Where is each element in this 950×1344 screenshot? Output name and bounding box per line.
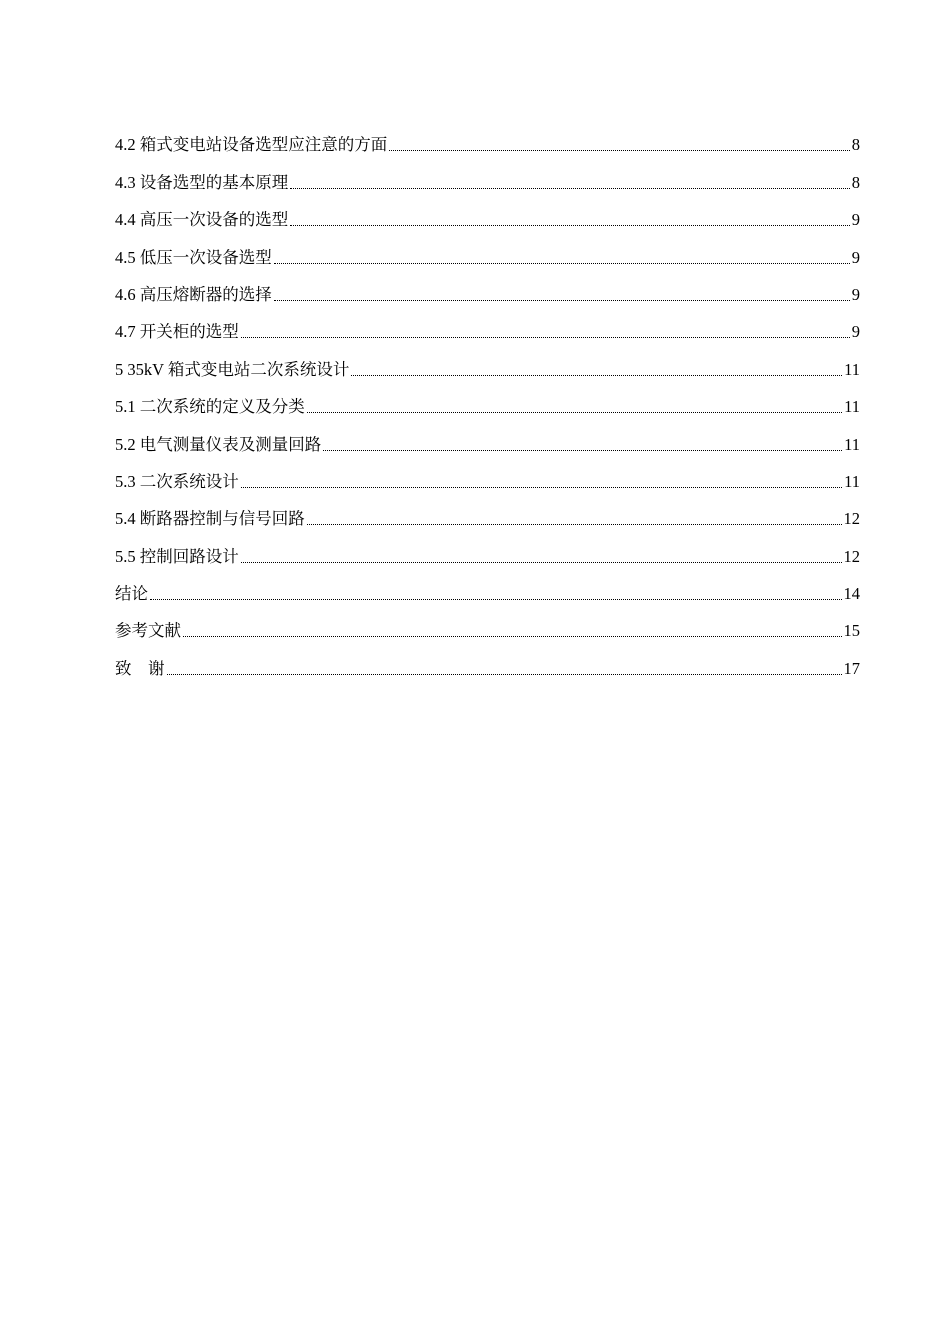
toc-dot-leader: [274, 300, 850, 301]
toc-dot-leader: [389, 150, 850, 151]
toc-entry-5-4[interactable]: [115, 493, 860, 530]
toc-dot-leader: [351, 375, 842, 376]
toc-entry-4-6[interactable]: [115, 269, 860, 306]
toc-entry-title: 4.5 低压一次设备选型: [115, 247, 272, 267]
toc-dot-leader: [150, 599, 842, 600]
toc-entry-page: 17: [843, 658, 860, 678]
toc-entry-5-2[interactable]: [115, 418, 860, 455]
toc-entry-5-5[interactable]: [115, 530, 860, 567]
toc-entry-conclusion[interactable]: [115, 568, 860, 605]
toc-entry-page: 15: [843, 621, 860, 641]
toc-entry-title: 5.5 控制回路设计: [115, 546, 239, 566]
toc-entry-page: 9: [851, 247, 860, 267]
toc-dot-leader: [323, 450, 842, 451]
table-of-contents: [115, 119, 860, 680]
toc-entry-title: 结论: [115, 584, 148, 604]
toc-entry-4-5[interactable]: [115, 231, 860, 268]
toc-entry-5[interactable]: [115, 343, 860, 380]
toc-dot-leader: [183, 636, 842, 637]
toc-entry-title: 参考文献: [115, 621, 181, 641]
toc-dot-leader: [290, 225, 850, 226]
toc-entry-title: 4.4 高压一次设备的选型: [115, 210, 289, 230]
toc-dot-leader: [307, 412, 842, 413]
toc-entry-title: 5.3 二次系统设计: [115, 471, 239, 491]
toc-entry-page: 12: [843, 546, 860, 566]
toc-entry-title: 4.3 设备选型的基本原理: [115, 172, 289, 192]
toc-dot-leader: [241, 337, 850, 338]
toc-entry-title: 5 35kV 箱式变电站二次系统设计: [115, 359, 350, 379]
toc-entry-page: 14: [843, 584, 860, 604]
toc-entry-title: 4.2 箱式变电站设备选型应注意的方面: [115, 135, 388, 155]
toc-entry-acknowledgements[interactable]: [115, 642, 860, 679]
toc-entry-title: 致 谢: [115, 658, 165, 678]
toc-entry-title: 5.1 二次系统的定义及分类: [115, 397, 305, 417]
toc-entry-page: 8: [851, 135, 860, 155]
toc-entry-title: 4.6 高压熔断器的选择: [115, 284, 272, 304]
toc-dot-leader: [241, 487, 842, 488]
toc-dot-leader: [274, 263, 850, 264]
toc-entry-page: 11: [844, 434, 860, 454]
toc-entry-page: 12: [843, 509, 860, 529]
toc-entry-page: 11: [844, 397, 860, 417]
toc-entry-references[interactable]: [115, 605, 860, 642]
toc-entry-title: 5.2 电气测量仪表及测量回路: [115, 434, 322, 454]
toc-entry-page: 8: [851, 172, 860, 192]
toc-entry-page: 9: [851, 284, 860, 304]
toc-entry-title: 4.7 开关柜的选型: [115, 322, 239, 342]
toc-dot-leader: [241, 562, 842, 563]
toc-dot-leader: [290, 188, 850, 189]
toc-entry-page: 9: [851, 322, 860, 342]
toc-dot-leader: [167, 674, 842, 675]
toc-entry-5-3[interactable]: [115, 456, 860, 493]
toc-entry-4-2[interactable]: [115, 119, 860, 156]
toc-entry-4-3[interactable]: [115, 156, 860, 193]
toc-dot-leader: [307, 524, 842, 525]
toc-entry-page: 11: [844, 359, 860, 379]
toc-entry-4-4[interactable]: [115, 194, 860, 231]
toc-entry-page: 9: [851, 210, 860, 230]
toc-entry-5-1[interactable]: [115, 381, 860, 418]
toc-entry-title: 5.4 断路器控制与信号回路: [115, 509, 305, 529]
toc-entry-4-7[interactable]: [115, 306, 860, 343]
toc-entry-page: 11: [844, 471, 860, 491]
